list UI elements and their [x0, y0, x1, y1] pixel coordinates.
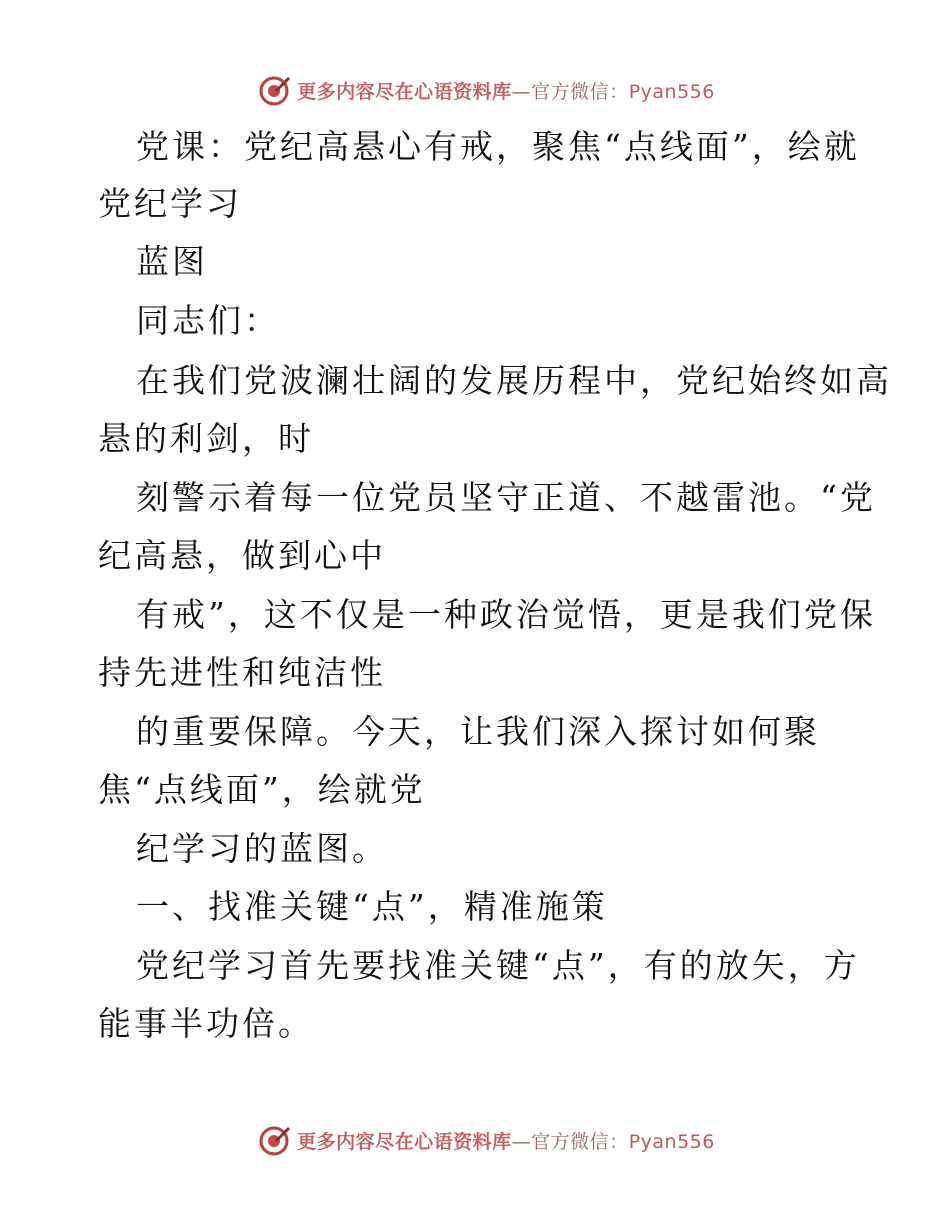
- watermark-inner: [257, 73, 715, 107]
- paragraph-line: 纪学习的蓝图。: [136, 829, 388, 868]
- salutation: 同志们：: [136, 301, 280, 340]
- watermark-inner: [257, 1123, 715, 1157]
- paragraph-line: 持先进性和纯洁性: [98, 653, 386, 692]
- watermark-wechat-label: 官方微信：: [531, 1130, 629, 1153]
- paragraph-line: 悬的利剑，时: [98, 419, 314, 458]
- paragraph-line: 的重要保障。今天，让我们深入探讨如何聚: [136, 712, 820, 751]
- pen-logo-icon: [257, 73, 291, 107]
- title-line-1: 党课：党纪高悬心有戒，聚焦“点线面”，绘就: [136, 127, 860, 166]
- title-line-2: 党纪学习: [98, 184, 242, 223]
- watermark-wechat-id: Pyan556: [628, 1130, 715, 1153]
- pen-logo-icon: [257, 1123, 291, 1157]
- title-line-3: 蓝图: [136, 242, 208, 281]
- paragraph-line: 能事半功倍。: [98, 1004, 314, 1043]
- watermark-text: [297, 77, 715, 104]
- watermark-main-text: 更多内容尽在心语资料库: [297, 80, 512, 103]
- watermark-text: [297, 1127, 715, 1154]
- section-heading: 一、找准关键“点”，精准施策: [136, 887, 608, 926]
- watermark-wechat-label: 官方微信：: [531, 80, 629, 103]
- paragraph-line: 有戒”，这不仅是一种政治觉悟，更是我们党保: [136, 595, 876, 634]
- watermark-separator: —: [511, 1130, 532, 1153]
- watermark-separator: —: [511, 80, 532, 103]
- paragraph-line: 焦“点线面”，绘就党: [98, 770, 426, 809]
- paragraph-line: 纪高悬，做到心中: [98, 536, 386, 575]
- watermark-main-text: 更多内容尽在心语资料库: [297, 1130, 512, 1153]
- watermark-header: [0, 70, 950, 110]
- paragraph-line: 在我们党波澜壮阔的发展历程中，党纪始终如高: [136, 361, 892, 400]
- watermark-wechat-id: Pyan556: [628, 80, 715, 103]
- watermark-footer: [0, 1120, 950, 1160]
- paragraph-line: 党纪学习首先要找准关键“点”，有的放矢，方: [136, 946, 860, 985]
- paragraph-line: 刻警示着每一位党员坚守正道、不越雷池。“党: [136, 478, 876, 517]
